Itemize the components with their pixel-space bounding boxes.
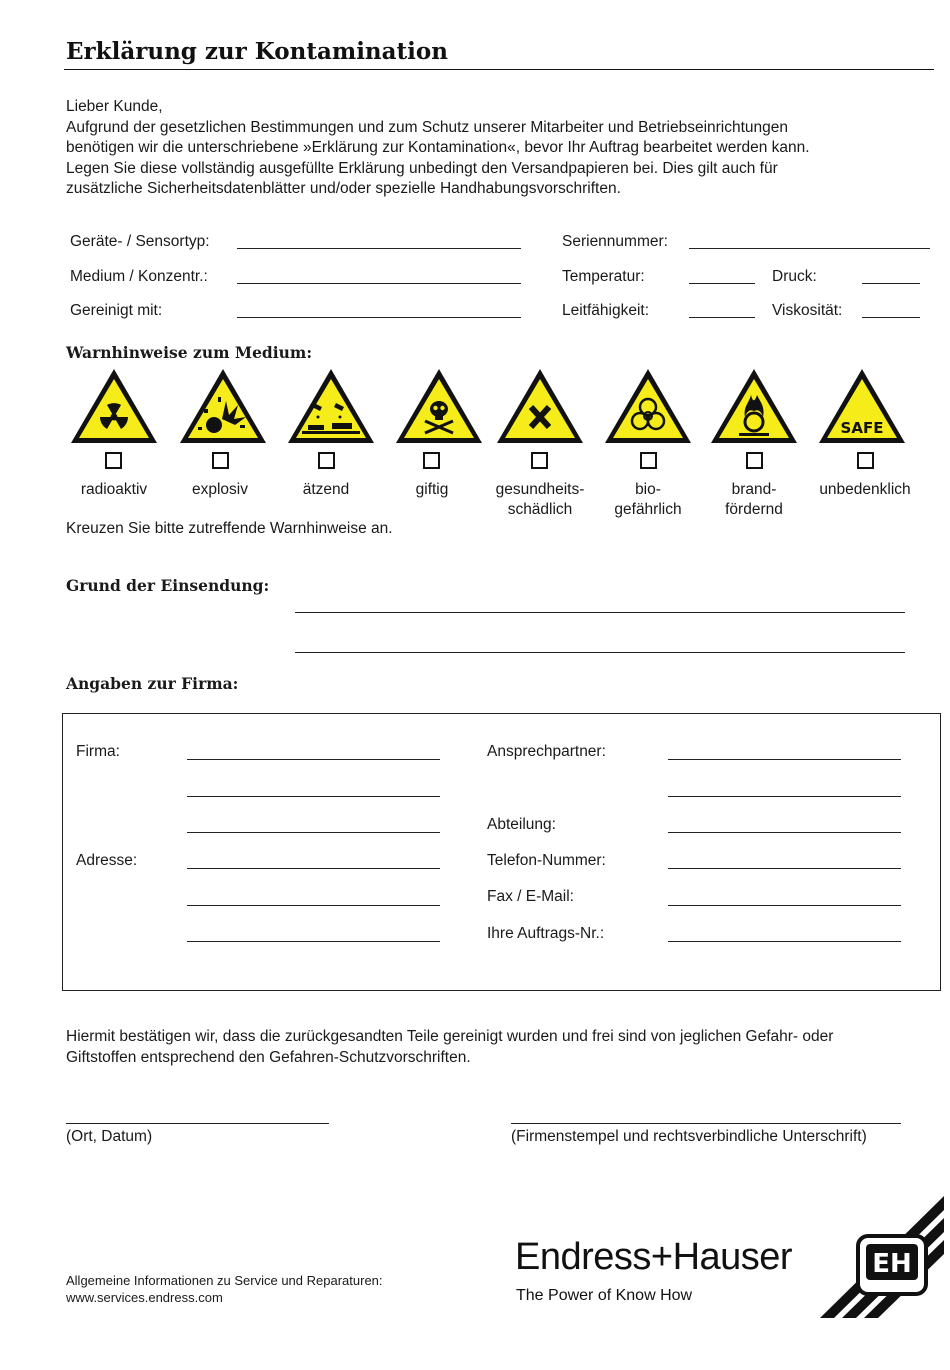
- signature-field[interactable]: [511, 1123, 901, 1124]
- serial-field[interactable]: [689, 248, 930, 249]
- safe-text: SAFE: [840, 419, 884, 437]
- cleaned-with-label: Gereinigt mit:: [70, 302, 163, 319]
- phone-label: Telefon-Nummer:: [487, 852, 606, 869]
- fax-email-label: Fax / E-Mail:: [487, 888, 574, 905]
- oxidizing-icon: [709, 367, 799, 445]
- conductivity-label: Leitfähigkeit:: [562, 302, 650, 319]
- intro-text: [66, 97, 926, 200]
- title-divider: [64, 69, 934, 70]
- department-label: Abteilung:: [487, 816, 556, 833]
- contact-field-1[interactable]: [668, 759, 901, 760]
- place-date-label: (Ort, Datum): [66, 1128, 153, 1145]
- pressure-field[interactable]: [862, 283, 920, 284]
- hazard-label-radioactive: radioaktiv: [80, 481, 148, 498]
- checkbox-harmful[interactable]: [531, 452, 548, 469]
- pressure-label: Druck:: [772, 268, 817, 285]
- harmful-icon: [495, 367, 585, 445]
- intro-line: Aufgrund der gesetzlichen Bestimmungen und zum Schutz unserer Mitarbeiter und Betriebseinrichtungen: [66, 118, 789, 136]
- intro-line: benötigen wir die unterschriebene »Erklärung zur Kontamination«, bevor Ihr Auftrag bearbeitet werden kann.: [66, 139, 810, 156]
- serial-label: Seriennummer:: [562, 233, 668, 250]
- service-info: Allgemeine Informationen zu Service und Reparaturen: www.services.endress.com: [66, 1273, 383, 1305]
- temperature-field[interactable]: [689, 283, 755, 284]
- reason-field-1[interactable]: [295, 612, 905, 613]
- brand-tagline: The Power of Know How: [516, 1287, 693, 1304]
- confirmation-text: Hiermit bestätigen wir, dass die zurückgesandten Teile gereinigt wurden und frei sind von jeglichen Gefahr- oder Giftstoffen entsprechend den Gefahren-Schutzvorschriften.: [66, 1028, 834, 1066]
- logo-mark-text: EH: [872, 1249, 912, 1279]
- checkbox-toxic[interactable]: [423, 452, 440, 469]
- fax-email-field[interactable]: [668, 905, 901, 906]
- radioactive-icon: [69, 367, 159, 445]
- corrosive-icon: [286, 367, 376, 445]
- hazards-instruction: Kreuzen Sie bitte zutreffende Warnhinweise an.: [66, 520, 393, 537]
- viscosity-label: Viskosität:: [772, 302, 843, 319]
- company-heading: Angaben zur Firma:: [66, 674, 239, 693]
- medium-label: Medium / Konzentr.:: [70, 268, 208, 285]
- place-date-field[interactable]: [66, 1123, 329, 1124]
- checkbox-corrosive[interactable]: [318, 452, 335, 469]
- address-field-3[interactable]: [187, 941, 440, 942]
- address-label: Adresse:: [76, 852, 138, 869]
- contact-field-2[interactable]: [668, 796, 901, 797]
- hazards-heading: Warnhinweise zum Medium:: [66, 343, 313, 362]
- order-number-label: Ihre Auftrags-Nr.:: [487, 925, 605, 942]
- order-number-field[interactable]: [668, 941, 901, 942]
- page-title: Erklärung zur Kontamination: [66, 38, 448, 65]
- viscosity-field[interactable]: [862, 317, 920, 318]
- contact-label: Ansprechpartner:: [487, 743, 606, 760]
- hazard-label-explosive: explosiv: [192, 481, 248, 498]
- reason-field-2[interactable]: [295, 652, 905, 653]
- signature-label: (Firmenstempel und rechtsverbindliche Unterschrift): [511, 1128, 867, 1145]
- service-link[interactable]: www.services.endress.com: [66, 1290, 223, 1305]
- reason-heading: Grund der Einsendung:: [66, 576, 270, 595]
- checkbox-safe[interactable]: [857, 452, 874, 469]
- firm-field-3[interactable]: [187, 832, 440, 833]
- hazard-label-safe: unbedenklich: [819, 481, 911, 498]
- firm-field-1[interactable]: [187, 759, 440, 760]
- safe-icon: [817, 367, 907, 445]
- device-type-label: Geräte- / Sensortyp:: [70, 233, 210, 250]
- hazard-label-harmful: gesundheits- schädlich: [495, 481, 585, 518]
- hazard-label-biohazard: bio- gefährlich: [614, 481, 682, 518]
- brand-name: Endress+Hauser: [515, 1236, 793, 1278]
- biohazard-icon: [603, 367, 693, 445]
- intro-line: Legen Sie diese vollständig ausgefüllte Erklärung unbedingt den Versandpapieren bei. Dies gilt auch für: [66, 159, 778, 177]
- checkbox-oxidizing[interactable]: [746, 452, 763, 469]
- temperature-label: Temperatur:: [562, 268, 645, 285]
- intro-greeting: Lieber Kunde,: [66, 98, 163, 115]
- conductivity-field[interactable]: [689, 317, 755, 318]
- checkbox-radioactive[interactable]: [105, 452, 122, 469]
- endress-hauser-logo-mark: [820, 1196, 944, 1318]
- cleaned-with-field[interactable]: [237, 317, 521, 318]
- hazard-label-corrosive: ätzend: [302, 481, 350, 498]
- department-field[interactable]: [668, 832, 901, 833]
- checkbox-explosive[interactable]: [212, 452, 229, 469]
- phone-field[interactable]: [668, 868, 901, 869]
- device-type-field[interactable]: [237, 248, 521, 249]
- firm-field-2[interactable]: [187, 796, 440, 797]
- hazard-label-oxidizing: brand- fördernd: [725, 481, 783, 518]
- firm-label: Firma:: [76, 743, 120, 760]
- checkbox-biohazard[interactable]: [640, 452, 657, 469]
- intro-line: zusätzliche Sicherheitsdatenblätter und/oder spezielle Handhabungsvorschriften.: [66, 180, 621, 197]
- explosive-icon: [178, 367, 268, 445]
- hazard-label-toxic: giftig: [415, 481, 449, 498]
- address-field-1[interactable]: [187, 868, 440, 869]
- toxic-icon: [394, 367, 484, 445]
- address-field-2[interactable]: [187, 905, 440, 906]
- medium-field[interactable]: [237, 283, 521, 284]
